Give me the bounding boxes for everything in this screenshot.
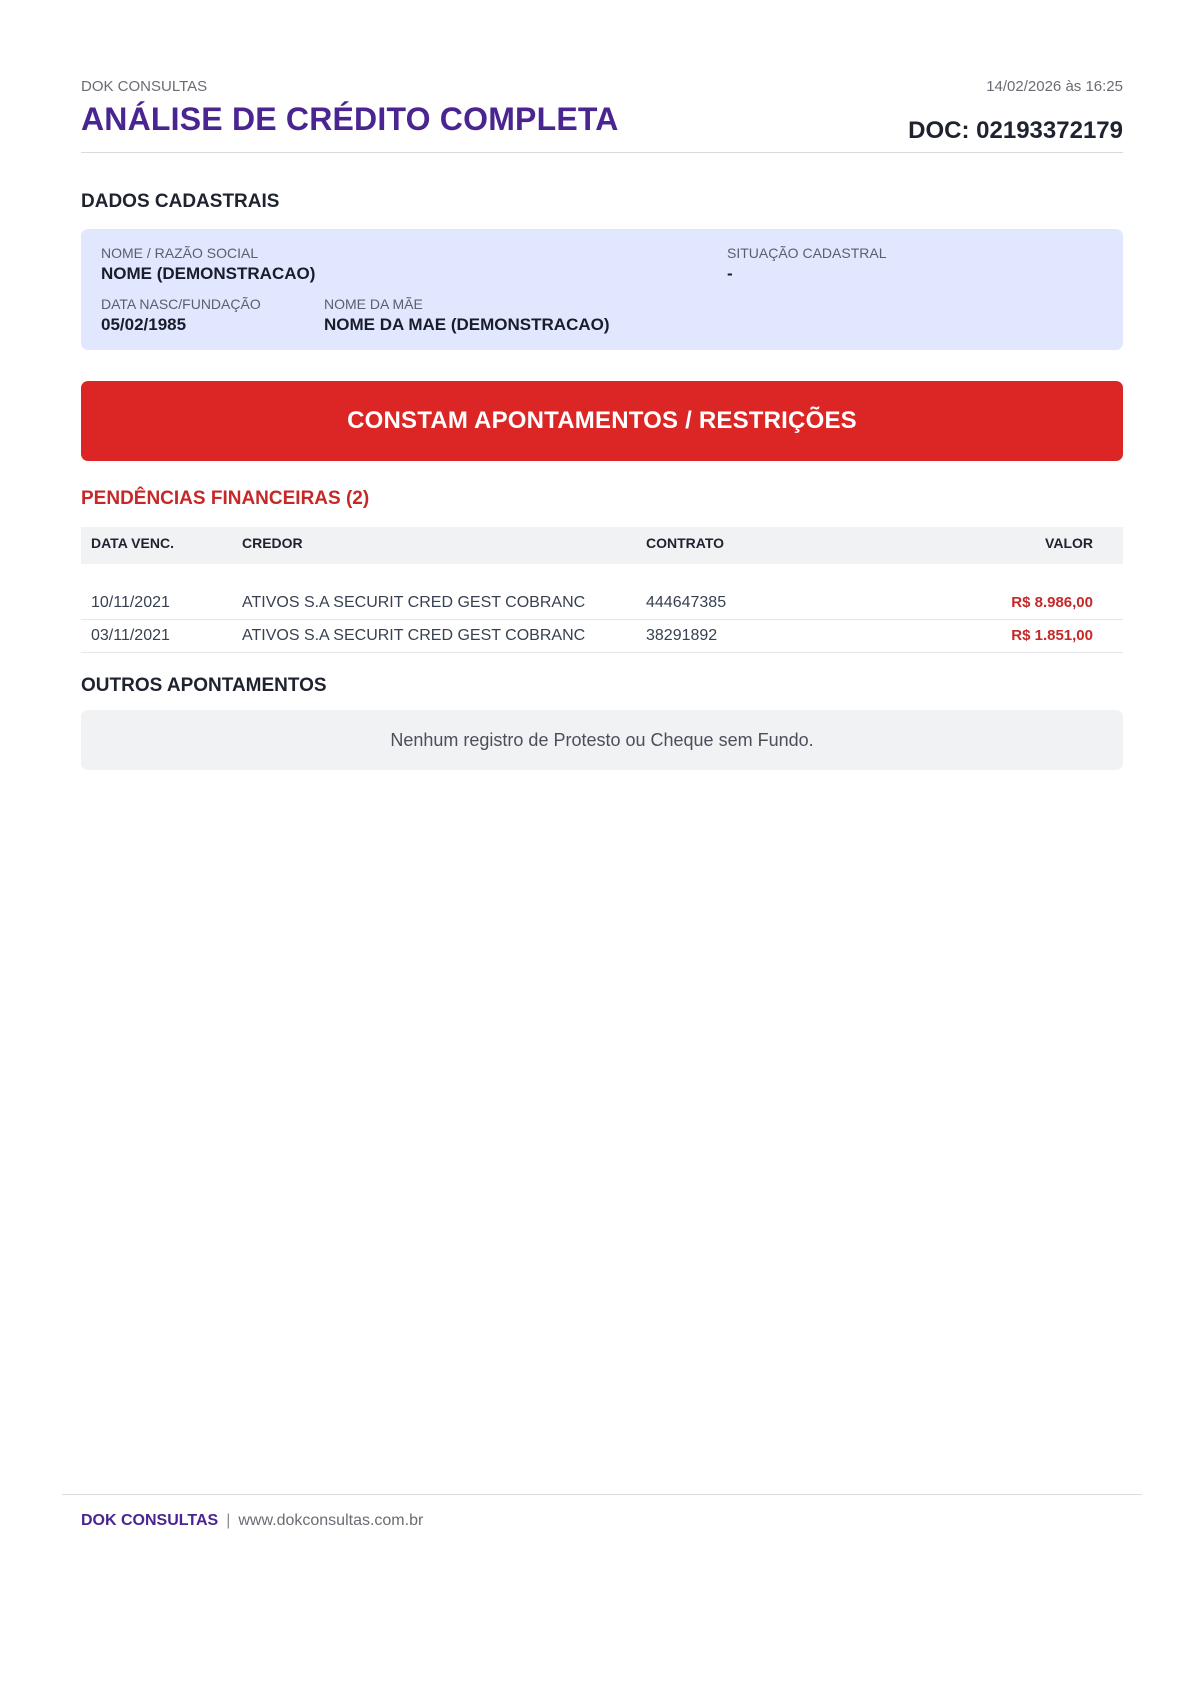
birthdate-value: 05/02/1985 [101, 315, 187, 334]
cell-credor: ATIVOS S.A SECURIT CRED GEST COBRANC [242, 594, 586, 611]
table-body [81, 564, 1123, 653]
table-row [81, 587, 1123, 620]
column-header-valor: VALOR [1045, 535, 1093, 551]
cell-credor: ATIVOS S.A SECURIT CRED GEST COBRANC [242, 627, 586, 644]
status-value: - [727, 264, 733, 283]
footer-website-link[interactable]: www.dokconsultas.com.br [238, 1512, 424, 1529]
footer-brand: DOK CONSULTAS [81, 1512, 219, 1529]
page-title: ANÁLISE DE CRÉDITO COMPLETA [81, 101, 619, 137]
table-header [81, 527, 1123, 564]
footer-divider [62, 1494, 1142, 1495]
registration-card [81, 229, 1123, 350]
column-header-data: DATA VENC. [91, 535, 174, 551]
cell-contrato: 444647385 [646, 594, 727, 611]
table-row [81, 620, 1123, 653]
section-heading-dados-cadastrais: DADOS CADASTRAIS [81, 191, 280, 212]
column-header-credor: CREDOR [242, 535, 303, 551]
restrictions-alert-banner [81, 381, 1123, 461]
cell-valor: R$ 1.851,00 [1011, 627, 1093, 644]
name-label: NOME / RAZÃO SOCIAL [101, 245, 259, 261]
section-heading-outros-apontamentos: OUTROS APONTAMENTOS [81, 675, 327, 696]
mother-name-label: NOME DA MÃE [324, 296, 423, 312]
footer [81, 1512, 423, 1530]
report-timestamp: 14/02/2026 às 16:25 [986, 78, 1123, 95]
birthdate-label: DATA NASC/FUNDAÇÃO [101, 296, 261, 312]
report-header [81, 75, 1123, 153]
cell-data: 10/11/2021 [91, 594, 170, 611]
status-label: SITUAÇÃO CADASTRAL [727, 245, 887, 261]
pendencias-table [81, 527, 1123, 653]
alert-text: CONSTAM APONTAMENTOS / RESTRIÇÕES [347, 407, 857, 434]
mother-name-value: NOME DA MAE (DEMONSTRACAO) [324, 315, 610, 334]
section-heading-pendencias: PENDÊNCIAS FINANCEIRAS (2) [81, 488, 370, 509]
cell-contrato: 38291892 [646, 627, 718, 644]
report-page [81, 0, 1123, 1696]
document-number: DOC: 02193372179 [908, 117, 1123, 144]
footer-separator: | [226, 1512, 231, 1529]
brand-name: DOK CONSULTAS [81, 78, 208, 95]
name-value: NOME (DEMONSTRACAO) [101, 264, 316, 283]
column-header-contrato: CONTRATO [646, 535, 725, 551]
cell-valor: R$ 8.986,00 [1011, 594, 1093, 611]
cell-data: 03/11/2021 [91, 627, 170, 644]
empty-state-text: Nenhum registro de Protesto ou Cheque sem Fundo. [390, 729, 814, 750]
outros-empty-state [81, 710, 1123, 770]
